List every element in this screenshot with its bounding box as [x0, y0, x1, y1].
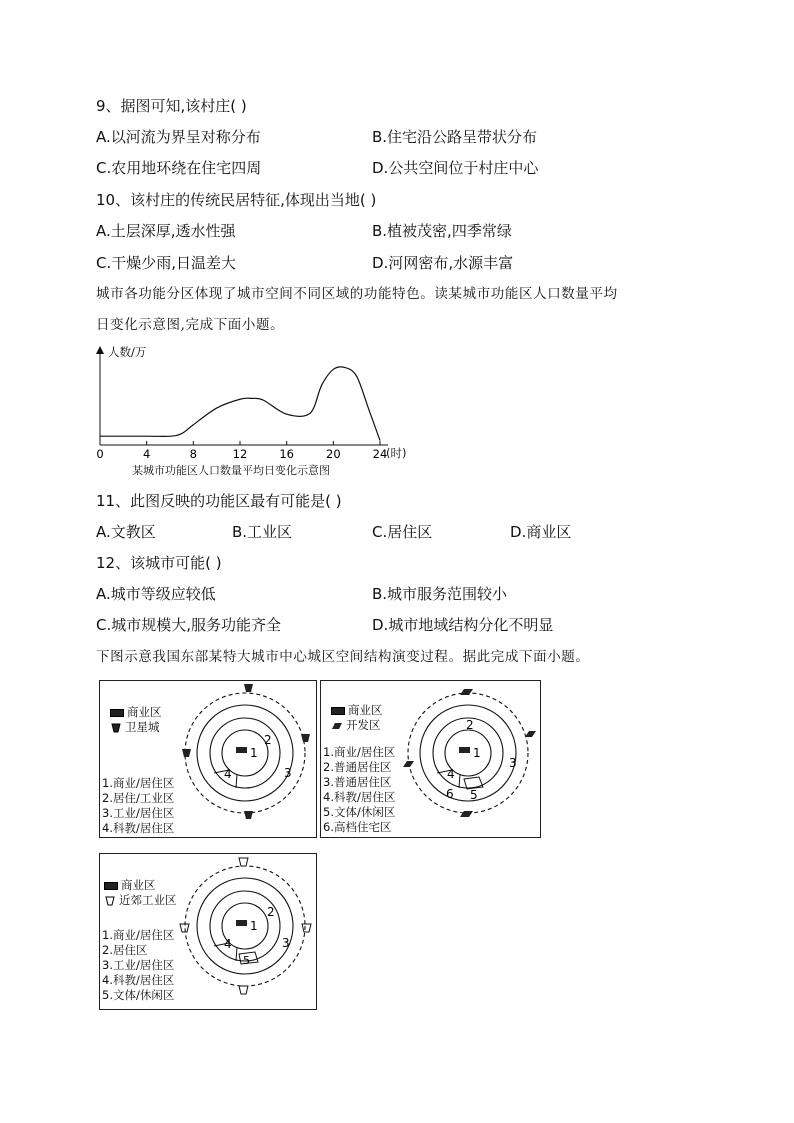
q9-stem: 9、据图可知,该村庄( ) [96, 97, 247, 115]
zone-4: 4 [224, 767, 232, 781]
zone-5: 5 [243, 954, 250, 967]
q11-option-d: D.商业区 [510, 523, 572, 541]
q11-option-b: B.工业区 [232, 523, 293, 541]
q9-option-b: B.住宅沿公路呈带状分布 [372, 128, 538, 146]
q9-option-d: D.公共空间位于村庄中心 [372, 159, 539, 177]
legend-suburban-industrial: 近郊工业区 [119, 893, 177, 907]
zone-3: 3 [282, 936, 290, 950]
intro2: 下图示意我国东部某特大城市中心城区空间结构演变过程。据此完成下面小题。 [96, 649, 590, 665]
q10-option-d: D.河网密布,水源丰富 [372, 254, 514, 272]
legend-business: 商业区 [127, 705, 162, 719]
chart-title: 某城市功能区人口数量平均日变化示意图 [132, 464, 330, 477]
panel3-key [102, 928, 174, 1003]
panel3-rings [178, 854, 316, 1009]
business-area-icon [110, 709, 124, 717]
panel1-legend [110, 705, 162, 735]
panel3-legend [104, 878, 177, 908]
zone-2: 2 [466, 718, 474, 732]
x-tick-label: 12 [232, 447, 248, 461]
population-chart [88, 342, 428, 482]
zone-2: 2 [267, 905, 275, 919]
q11-option-c: C.居住区 [372, 523, 433, 541]
q12-option-d: D.城市地域结构分化不明显 [372, 616, 554, 634]
panel3-key-4: 4.科教/居住区 [102, 973, 175, 987]
panel3-key-5: 5.文体/休闲区 [102, 988, 175, 1002]
zone-1: 1 [250, 919, 258, 933]
panel2-key [323, 745, 395, 835]
satellite-city-icon [110, 722, 122, 734]
diagram-panel-2 [320, 680, 541, 838]
zone-3: 3 [509, 756, 517, 770]
x-tick-label: 8 [189, 447, 197, 461]
zone-4: 4 [447, 767, 455, 781]
x-tick-label: 24 [372, 447, 388, 461]
q11-option-a: A.文教区 [96, 523, 156, 541]
q10-option-a: A.土层深厚,透水性强 [96, 222, 236, 240]
zone-2: 2 [264, 733, 272, 747]
q10-option-c: C.干燥少雨,日温差大 [96, 254, 237, 272]
panel1-key-1: 1.商业/居住区 [102, 776, 175, 790]
q12-option-b: B.城市服务范围较小 [372, 585, 508, 603]
panel2-key-5: 5.文体/休闲区 [323, 805, 396, 819]
zone-1: 1 [473, 746, 481, 760]
panel1-key [102, 776, 174, 836]
legend-satellite-city: 卫星城 [125, 720, 160, 734]
q10-stem: 10、该村庄的传统民居特征,体现出当地( ) [96, 191, 377, 209]
population-line [100, 367, 380, 441]
business-area-icon [104, 882, 118, 890]
q9-option-c: C.农用地环绕在住宅四周 [96, 159, 262, 177]
q12-option-c: C.城市规模大,服务功能齐全 [96, 616, 282, 634]
panel1-key-4: 4.科教/居住区 [102, 821, 175, 835]
intro1-line2: 日变化示意图,完成下面小题。 [96, 317, 285, 333]
zone-5: 5 [470, 788, 478, 802]
x-tick-label: 16 [279, 447, 294, 461]
development-zone-icon [331, 721, 343, 731]
x-tick-label: 0 [96, 447, 104, 461]
panel2-key-2: 2.普通居住区 [323, 760, 392, 774]
y-axis-label: 人数/万 [108, 345, 147, 359]
q12-option-a: A.城市等级应较低 [96, 585, 216, 603]
zone-4: 4 [224, 937, 232, 951]
x-tick-label: 4 [143, 447, 151, 461]
diagram-panel-1 [99, 680, 317, 838]
panel3-key-3: 3.工业/居住区 [102, 958, 175, 972]
panel3-key-2: 2.居住区 [102, 943, 148, 957]
panel2-key-1: 1.商业/居住区 [323, 745, 396, 759]
panel3-key-1: 1.商业/居住区 [102, 928, 175, 942]
x-tick-label: 20 [326, 447, 341, 461]
q12-stem: 12、该城市可能( ) [96, 554, 222, 572]
q10-option-b: B.植被茂密,四季常绿 [372, 222, 512, 240]
x-axis-label: (时) [386, 446, 407, 460]
panel1-key-2: 2.居住/工业区 [102, 791, 175, 805]
panel2-key-3: 3.普通居住区 [323, 775, 392, 789]
intro1-line1: 城市各功能分区体现了城市空间不同区域的功能特色。读某城市功能区人口数量平均 [96, 286, 618, 302]
panel2-legend [331, 703, 383, 733]
q9-option-a: A.以河流为界呈对称分布 [96, 128, 261, 146]
diagram-panel-3 [99, 853, 317, 1010]
business-area-icon [331, 707, 345, 715]
panel2-key-4: 4.科教/居住区 [323, 790, 396, 804]
panel1-rings [178, 681, 316, 837]
panel2-rings [401, 681, 540, 837]
q11-stem: 11、此图反映的功能区最有可能是( ) [96, 492, 342, 510]
legend-business: 商业区 [121, 878, 156, 892]
legend-business: 商业区 [348, 703, 383, 717]
zone-3: 3 [284, 766, 292, 780]
suburban-industrial-icon [104, 895, 116, 907]
zone-1: 1 [250, 746, 258, 760]
legend-development-zone: 开发区 [346, 718, 381, 732]
panel2-key-6: 6.高档住宅区 [323, 820, 392, 834]
zone-6: 6 [446, 787, 454, 801]
panel1-key-3: 3.工业/居住区 [102, 806, 175, 820]
